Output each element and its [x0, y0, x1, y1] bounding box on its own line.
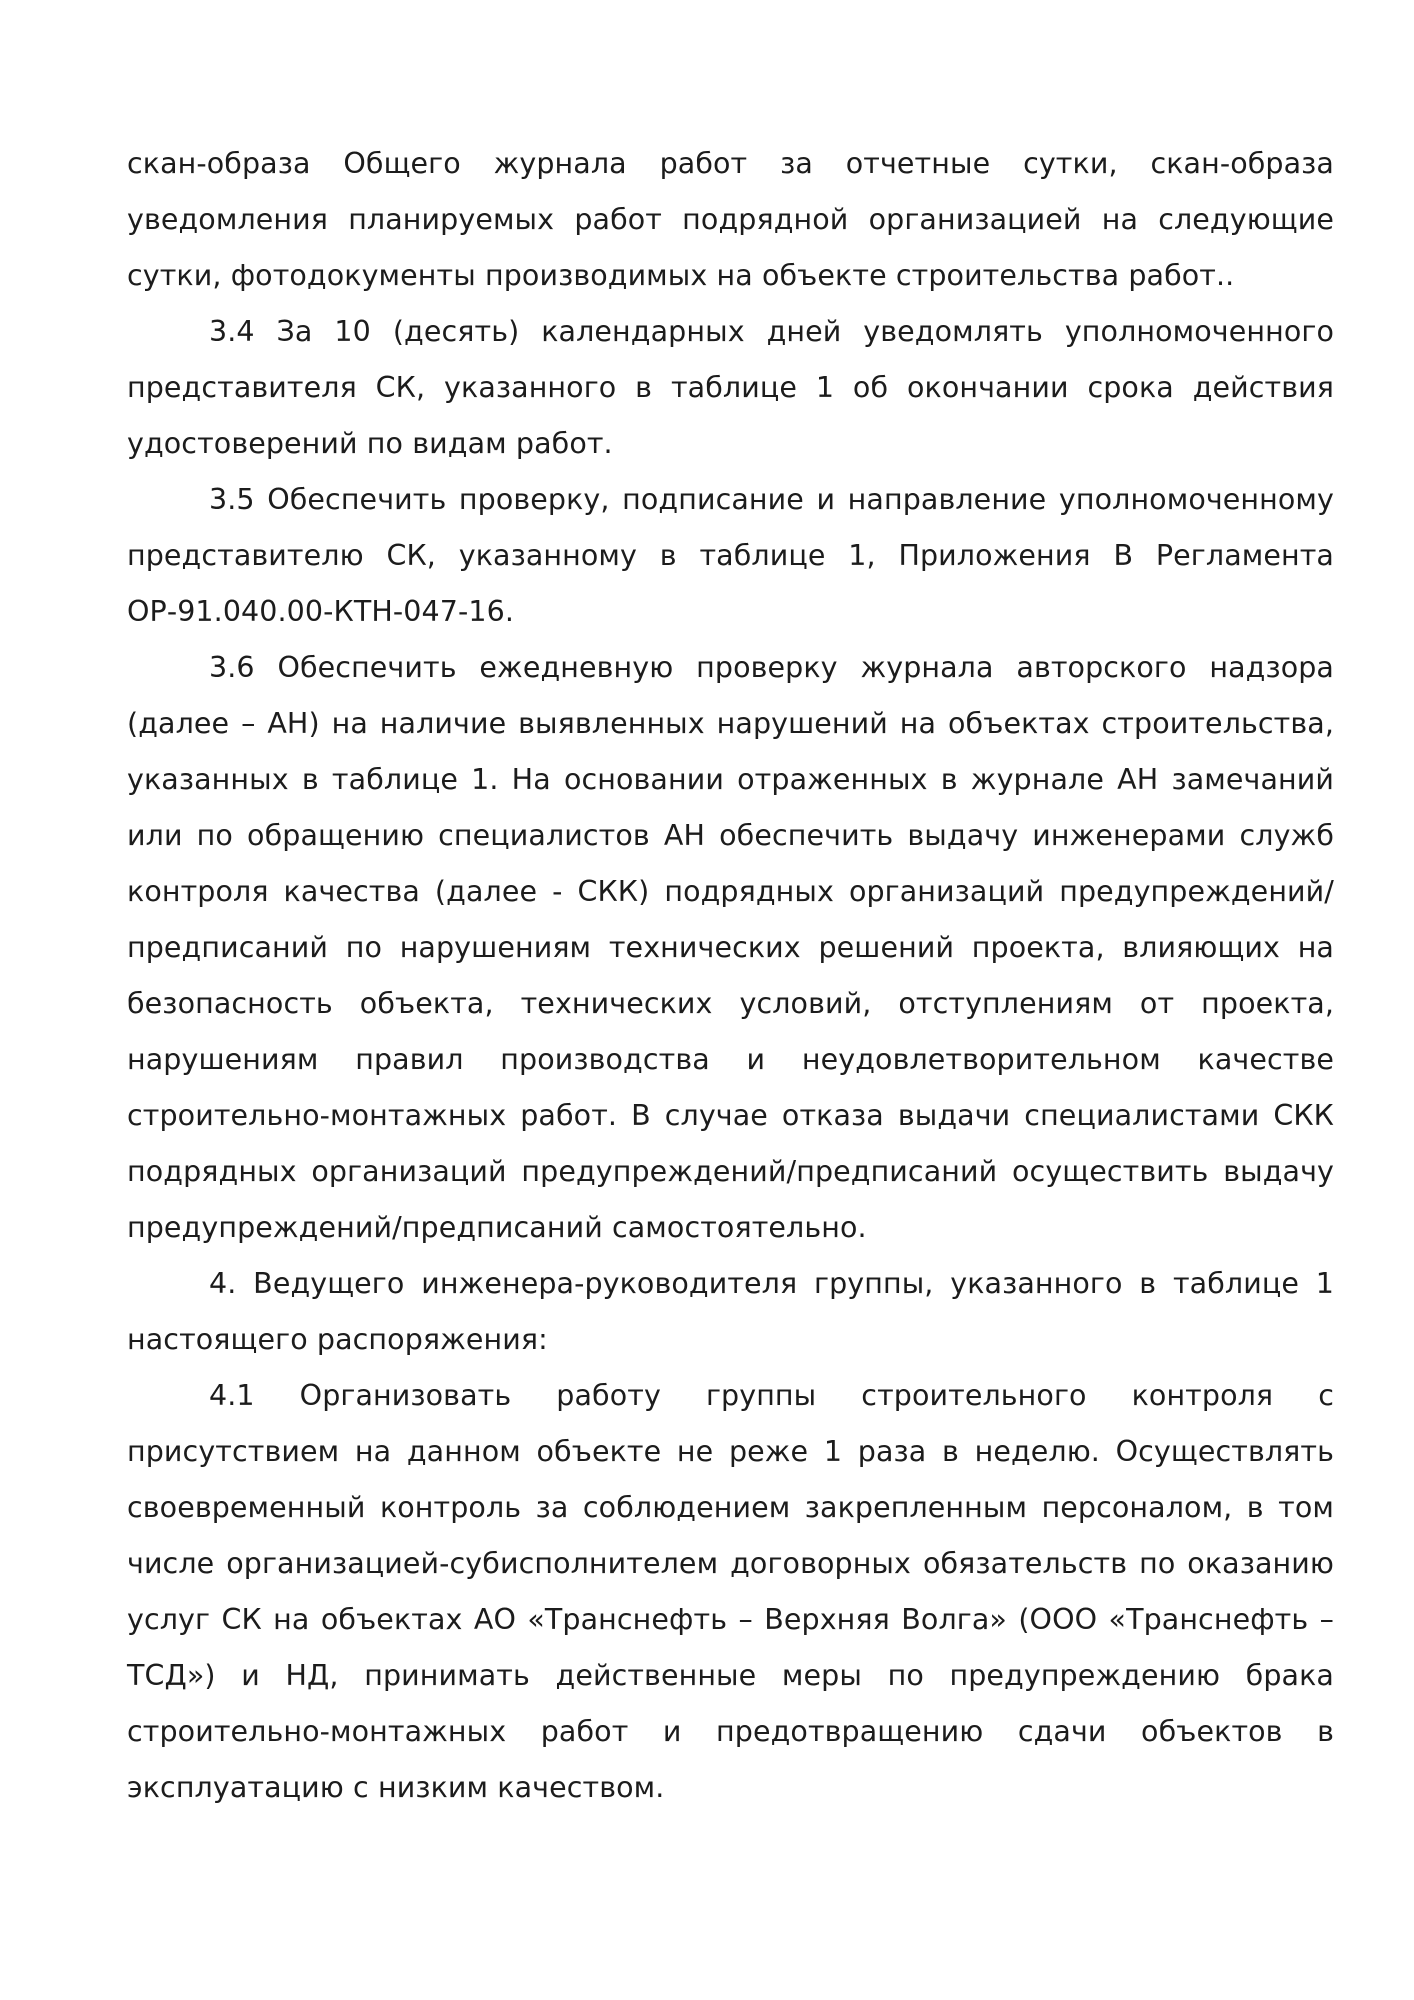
paragraph-item-4-1: 4.1 Организовать работу группы строительного контроля с присутствием на данном объекте не реже 1 раза в неделю. Осуществлять своевременный контроль за соблюдением закрепленным персоналом, в том числе организацией-субисполнителем договорных обязательств по оказанию услуг СК на объектах АО «Транснефть – Верхняя Волга» (ООО «Транснефть – ТСД») и НД, принимать действенные меры по предупреждению брака строительно-монтажных работ и предотвращению сдачи объектов в эксплуатацию с низким качеством.	[127, 1379, 1334, 1804]
paragraph-item-3-6: 3.6 Обеспечить ежедневную проверку журнала авторского надзора (далее – АН) на наличие выявленных нарушений на объектах строительства, указанных в таблице 1. На основании отраженных в журнале АН замечаний или по обращению специалистов АН обеспечить выдачу инженерами служб контроля качества (далее - СКК) подрядных организаций предупреждений/предписаний по нарушениям технических решений проекта, влияющих на безопасность объекта, технических условий, отступлениям от проекта, нарушениям правил производства и неудовлетворительном качестве строительно-монтажных работ. В случае отказа выдачи специалистами СКК подрядных организаций предупреждений/предписаний осуществить выдачу предупреждений/предписаний самостоятельно.	[127, 651, 1334, 1244]
paragraph-continuation: скан-образа Общего журнала работ за отчетные сутки, скан-образа уведомления планируемых работ подрядной организацией на следующие сутки, фотодокументы производимых на объекте строительства работ..	[127, 147, 1334, 292]
paragraph-item-4: 4. Ведущего инженера-руководителя группы, указанного в таблице 1 настоящего распоряжения:	[127, 1267, 1334, 1356]
paragraph-item-3-5: 3.5 Обеспечить проверку, подписание и направление уполномоченному представителю СК, указанному в таблице 1, Приложения В Регламента ОР-91.040.00-КТН-047-16.	[127, 483, 1334, 628]
document-body	[127, 136, 1334, 1816]
paragraph-item-3-4: 3.4 За 10 (десять) календарных дней уведомлять уполномоченного представителя СК, указанного в таблице 1 об окончании срока действия удостоверений по видам работ.	[127, 315, 1334, 460]
